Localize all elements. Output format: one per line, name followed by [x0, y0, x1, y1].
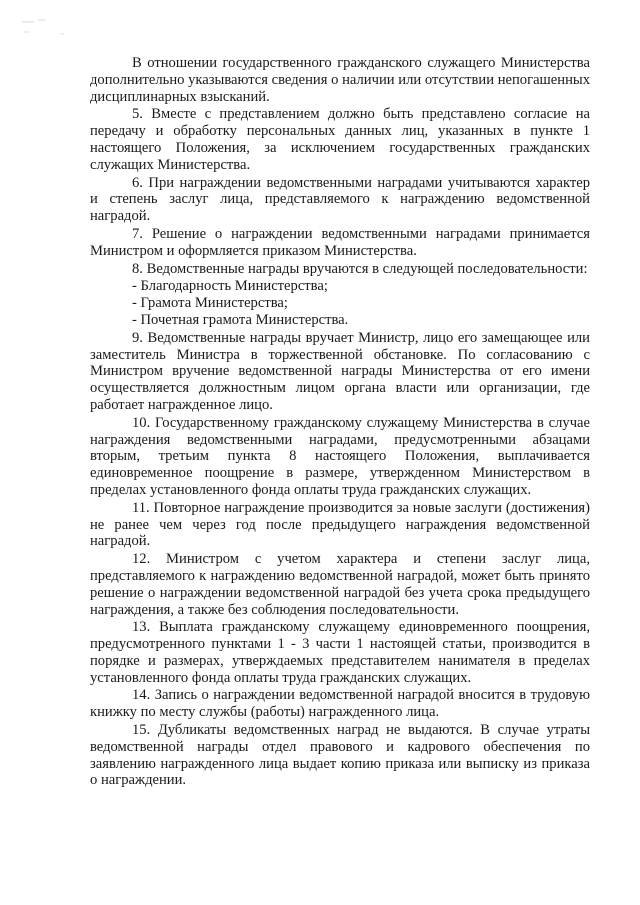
- list-item: - Благодарность Министерства;: [132, 278, 328, 295]
- list-item: - Грамота Министерства;: [132, 295, 288, 312]
- paragraph: 6. При награждении ведомственными наградами учитываются характер и степень заслуг лица, представляемого к награждению ведомственной наградой.: [90, 174, 590, 225]
- paragraph: В отношении государственного гражданского служащего Министерства дополнительно указываются сведения о наличии или отсутствии непогашенных дисциплинарных взысканий.: [90, 55, 590, 105]
- paragraph: 14. Запись о награждении ведомственной наградой вносится в трудовую книжку по месту службы (работы) награжденного лица.: [90, 687, 590, 721]
- list-item: - Почетная грамота Министерства.: [132, 311, 349, 328]
- paragraph: 15. Дубликаты ведомственных наград не выдаются. В случае утраты ведомственной награды отдел правового и кадрового обеспечения по заявлению награжденного лица выдает копию приказа или выписку из приказа о награждении.: [90, 722, 590, 789]
- paragraph: 8. Ведомственные награды вручаются в следующей последовательности:: [132, 260, 588, 277]
- paragraph: 10. Государственному гражданскому служащему Министерства в случае награждения ведомственными наградами, предусмотренными абзацами вторым, третьим пункта 8 настоящего Положения, выплачивается единовременное поощрение в размере, утвержденном Министерством в пределах установленного фонда оплаты труда гражданских служащих.: [90, 414, 590, 498]
- document-body: [90, 55, 590, 789]
- paragraph: 13. Выплата гражданскому служащему единовременного поощрения, предусмотренного пунктами 1 - 3 части 1 настоящей статьи, производится в порядке и размерах, утверждаемых представителем нанимателя в пределах установленного фонда оплаты труда гражданских служащих.: [90, 619, 590, 686]
- paragraph: 11. Повторное награждение производится за новые заслуги (достижения) не ранее чем через год после предыдущего награждения ведомственной наградой.: [90, 499, 590, 550]
- paragraph: 9. Ведомственные награды вручает Министр, лицо его замещающее или заместитель Министра в торжественной обстановке. По согласованию с Министром вручение ведомственной награды Министерства от его имени осуществляется должностным лицом органа власти или организации, где работает награжденное лицо.: [90, 329, 590, 413]
- paragraph: 5. Вместе с представлением должно быть представлено согласие на передачу и обработку персональных данных лиц, указанных в пункте 1 настоящего Положения, за исключением государственных гражданских служащих Министерства.: [90, 106, 590, 173]
- scan-artifact-marks: [20, 14, 80, 38]
- paragraph: 7. Решение о награждении ведомственными наградами принимается Министром и оформляется приказом Министерства.: [90, 225, 590, 259]
- paragraph: 12. Министром с учетом характера и степени заслуг лица, представляемого к награждению ведомственной наградой, может быть принято решение о награждении ведомственной наградой без учета срока предыдущего награждения, а также без соблюдения последовательности.: [90, 551, 590, 618]
